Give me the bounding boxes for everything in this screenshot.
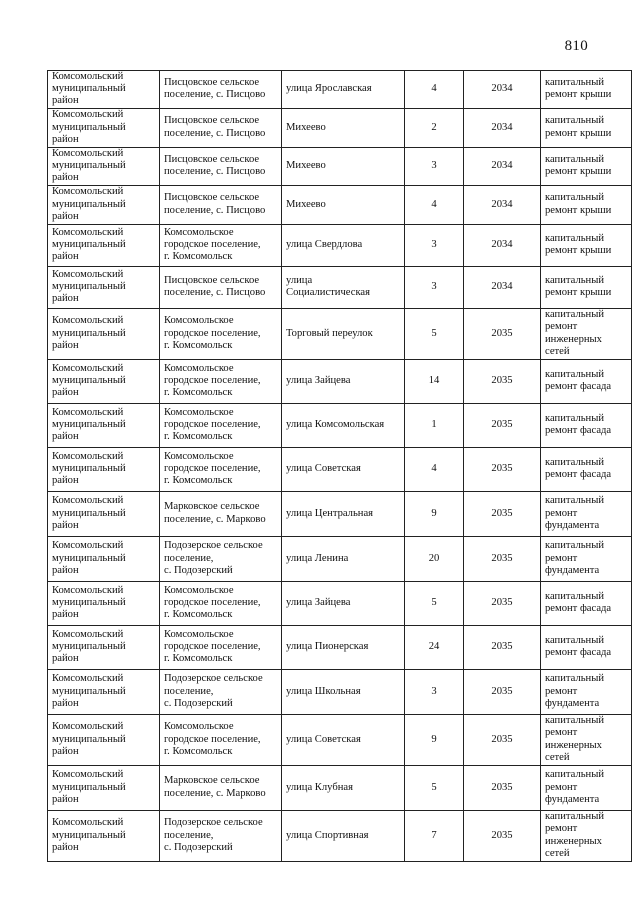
- work-type-cell: капитальный ремонт фасада: [541, 581, 632, 625]
- work-type-cell: капитальный ремонт фундамента: [541, 669, 632, 714]
- district-cell: Комсомольский муниципальный район: [48, 266, 160, 308]
- settlement-cell: Подозерское сельское поселение, с. Подозерский: [160, 810, 282, 861]
- table-row: [48, 765, 632, 810]
- table-row: [48, 491, 632, 536]
- work-type-cell: капитальный ремонт крыши: [541, 266, 632, 308]
- work-type-cell: капитальный ремонт фундамента: [541, 491, 632, 536]
- year-cell: 2034: [464, 71, 541, 109]
- street-cell: Михеево: [282, 147, 405, 185]
- table-row: [48, 714, 632, 765]
- year-cell: 2034: [464, 108, 541, 147]
- house-number-cell: 3: [405, 669, 464, 714]
- settlement-cell: Комсомольское городское поселение, г. Комсомольск: [160, 224, 282, 266]
- work-type-cell: капитальный ремонт фундамента: [541, 536, 632, 581]
- street-cell: улица Свердлова: [282, 224, 405, 266]
- table-row: [48, 308, 632, 359]
- work-type-cell: капитальный ремонт фасада: [541, 403, 632, 447]
- district-cell: Комсомольский муниципальный район: [48, 765, 160, 810]
- district-cell: Комсомольский муниципальный район: [48, 581, 160, 625]
- work-type-cell: капитальный ремонт фасада: [541, 625, 632, 669]
- year-cell: 2035: [464, 491, 541, 536]
- year-cell: 2035: [464, 810, 541, 861]
- house-number-cell: 24: [405, 625, 464, 669]
- street-cell: улица Клубная: [282, 765, 405, 810]
- street-cell: улица Центральная: [282, 491, 405, 536]
- settlement-cell: Комсомольское городское поселение, г. Комсомольск: [160, 403, 282, 447]
- year-cell: 2034: [464, 266, 541, 308]
- year-cell: 2035: [464, 447, 541, 491]
- work-type-cell: капитальный ремонт крыши: [541, 71, 632, 109]
- table-row: [48, 810, 632, 861]
- house-number-cell: 3: [405, 266, 464, 308]
- district-cell: Комсомольский муниципальный район: [48, 224, 160, 266]
- year-cell: 2035: [464, 308, 541, 359]
- street-cell: Торговый переулок: [282, 308, 405, 359]
- year-cell: 2034: [464, 147, 541, 185]
- house-number-cell: 1: [405, 403, 464, 447]
- district-cell: Комсомольский муниципальный район: [48, 403, 160, 447]
- house-number-cell: 7: [405, 810, 464, 861]
- work-type-cell: капитальный ремонт крыши: [541, 108, 632, 147]
- house-number-cell: 2: [405, 108, 464, 147]
- settlement-cell: Марковское сельское поселение, с. Марково: [160, 765, 282, 810]
- district-cell: Комсомольский муниципальный район: [48, 810, 160, 861]
- table-row: [48, 536, 632, 581]
- settlement-cell: Подозерское сельское поселение, с. Подозерский: [160, 669, 282, 714]
- house-number-cell: 3: [405, 147, 464, 185]
- district-cell: Комсомольский муниципальный район: [48, 185, 160, 224]
- street-cell: улица Спортивная: [282, 810, 405, 861]
- street-cell: улица Зайцева: [282, 581, 405, 625]
- year-cell: 2035: [464, 403, 541, 447]
- street-cell: Михеево: [282, 108, 405, 147]
- year-cell: 2035: [464, 359, 541, 403]
- year-cell: 2035: [464, 536, 541, 581]
- work-type-cell: капитальный ремонт инженерных сетей: [541, 308, 632, 359]
- work-type-cell: капитальный ремонт фундамента: [541, 765, 632, 810]
- district-cell: Комсомольский муниципальный район: [48, 359, 160, 403]
- table-row: [48, 266, 632, 308]
- repair-schedule-table: [47, 70, 632, 862]
- settlement-cell: Комсомольское городское поселение, г. Комсомольск: [160, 625, 282, 669]
- street-cell: Михеево: [282, 185, 405, 224]
- year-cell: 2035: [464, 669, 541, 714]
- settlement-cell: Комсомольское городское поселение, г. Комсомольск: [160, 581, 282, 625]
- year-cell: 2035: [464, 581, 541, 625]
- district-cell: Комсомольский муниципальный район: [48, 669, 160, 714]
- settlement-cell: Комсомольское городское поселение, г. Комсомольск: [160, 359, 282, 403]
- settlement-cell: Комсомольское городское поселение, г. Комсомольск: [160, 447, 282, 491]
- year-cell: 2035: [464, 625, 541, 669]
- district-cell: Комсомольский муниципальный район: [48, 491, 160, 536]
- year-cell: 2034: [464, 224, 541, 266]
- house-number-cell: 5: [405, 308, 464, 359]
- district-cell: Комсомольский муниципальный район: [48, 147, 160, 185]
- work-type-cell: капитальный ремонт инженерных сетей: [541, 714, 632, 765]
- house-number-cell: 14: [405, 359, 464, 403]
- settlement-cell: Писцовское сельское поселение, с. Писцово: [160, 147, 282, 185]
- district-cell: Комсомольский муниципальный район: [48, 447, 160, 491]
- table-row: [48, 403, 632, 447]
- settlement-cell: Писцовское сельское поселение, с. Писцово: [160, 185, 282, 224]
- district-cell: Комсомольский муниципальный район: [48, 308, 160, 359]
- page-number: 810: [564, 38, 588, 54]
- work-type-cell: капитальный ремонт крыши: [541, 147, 632, 185]
- street-cell: улица Советская: [282, 447, 405, 491]
- year-cell: 2034: [464, 185, 541, 224]
- work-type-cell: капитальный ремонт фасада: [541, 447, 632, 491]
- house-number-cell: 9: [405, 491, 464, 536]
- house-number-cell: 20: [405, 536, 464, 581]
- work-type-cell: капитальный ремонт крыши: [541, 185, 632, 224]
- house-number-cell: 4: [405, 185, 464, 224]
- district-cell: Комсомольский муниципальный район: [48, 108, 160, 147]
- table-row: [48, 224, 632, 266]
- table-row: [48, 669, 632, 714]
- district-cell: Комсомольский муниципальный район: [48, 536, 160, 581]
- table-row: [48, 359, 632, 403]
- table-row: [48, 447, 632, 491]
- district-cell: Комсомольский муниципальный район: [48, 71, 160, 109]
- district-cell: Комсомольский муниципальный район: [48, 714, 160, 765]
- settlement-cell: Писцовское сельское поселение, с. Писцово: [160, 108, 282, 147]
- street-cell: улица Школьная: [282, 669, 405, 714]
- house-number-cell: 4: [405, 71, 464, 109]
- table-row: [48, 108, 632, 147]
- year-cell: 2035: [464, 765, 541, 810]
- work-type-cell: капитальный ремонт крыши: [541, 224, 632, 266]
- table-row: [48, 581, 632, 625]
- settlement-cell: Писцовское сельское поселение, с. Писцово: [160, 71, 282, 109]
- house-number-cell: 4: [405, 447, 464, 491]
- street-cell: улица Пионерская: [282, 625, 405, 669]
- settlement-cell: Писцовское сельское поселение, с. Писцово: [160, 266, 282, 308]
- settlement-cell: Комсомольское городское поселение, г. Комсомольск: [160, 714, 282, 765]
- street-cell: улица Ленина: [282, 536, 405, 581]
- year-cell: 2035: [464, 714, 541, 765]
- house-number-cell: 5: [405, 765, 464, 810]
- work-type-cell: капитальный ремонт инженерных сетей: [541, 810, 632, 861]
- district-cell: Комсомольский муниципальный район: [48, 625, 160, 669]
- house-number-cell: 9: [405, 714, 464, 765]
- table-row: [48, 71, 632, 109]
- street-cell: улица Комсомольская: [282, 403, 405, 447]
- settlement-cell: Марковское сельское поселение, с. Марково: [160, 491, 282, 536]
- house-number-cell: 3: [405, 224, 464, 266]
- settlement-cell: Подозерское сельское поселение, с. Подозерский: [160, 536, 282, 581]
- street-cell: улица Зайцева: [282, 359, 405, 403]
- table-row: [48, 185, 632, 224]
- table-row: [48, 147, 632, 185]
- table-row: [48, 625, 632, 669]
- street-cell: улица Социалистическая: [282, 266, 405, 308]
- street-cell: улица Советская: [282, 714, 405, 765]
- street-cell: улица Ярославская: [282, 71, 405, 109]
- work-type-cell: капитальный ремонт фасада: [541, 359, 632, 403]
- house-number-cell: 5: [405, 581, 464, 625]
- settlement-cell: Комсомольское городское поселение, г. Комсомольск: [160, 308, 282, 359]
